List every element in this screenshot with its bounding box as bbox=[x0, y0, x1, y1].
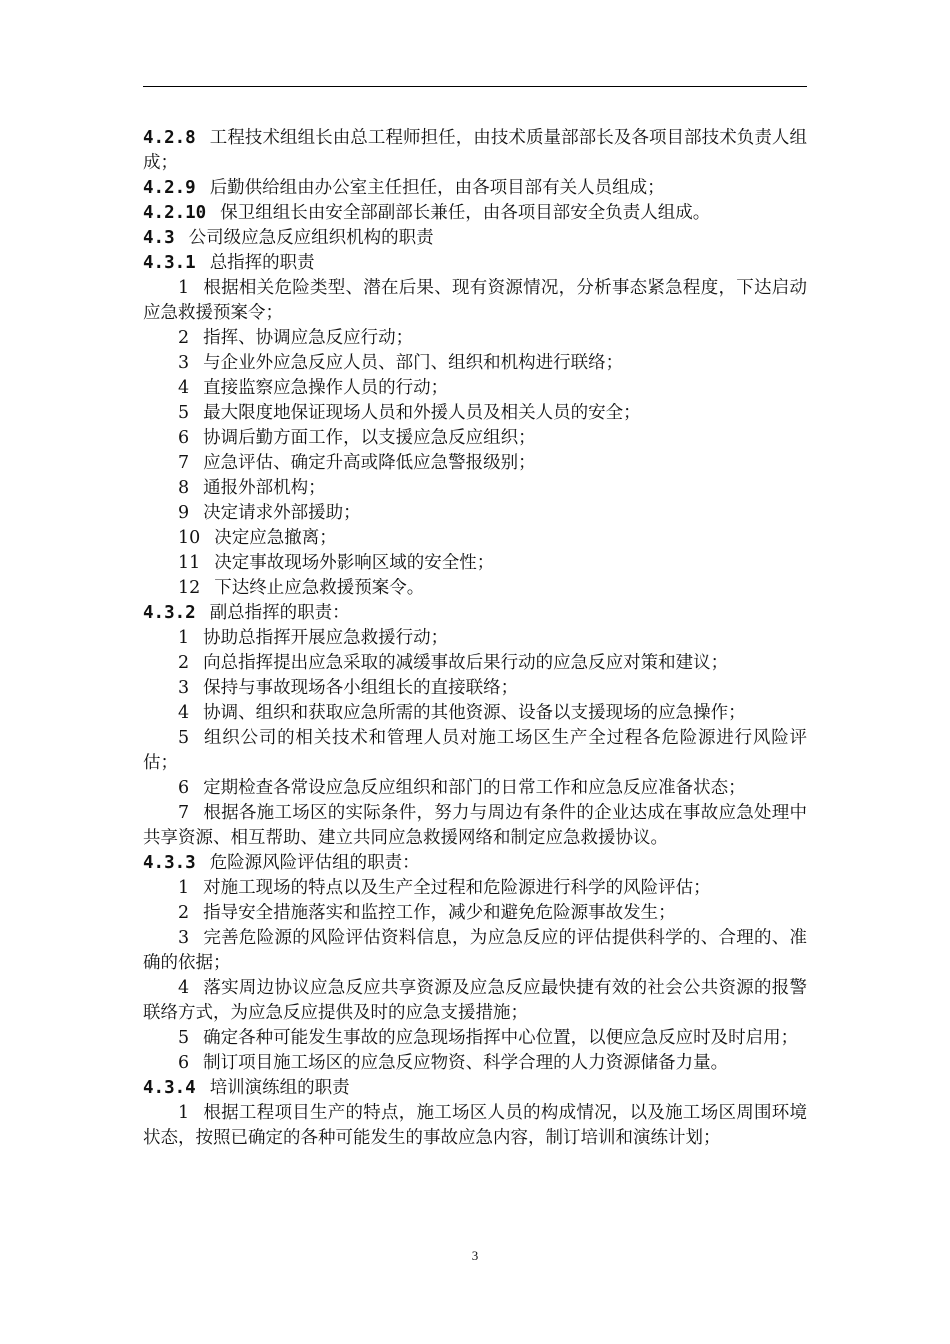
list-item bbox=[143, 776, 807, 801]
document-body bbox=[143, 126, 807, 1151]
list-item bbox=[143, 976, 807, 1026]
clause-number: 4.3.3 bbox=[143, 853, 196, 873]
item-text: 通报外部机构； bbox=[203, 478, 326, 498]
item-number: 7 bbox=[178, 453, 190, 473]
list-item bbox=[143, 1101, 807, 1151]
item-number: 4 bbox=[178, 978, 190, 998]
list-item bbox=[143, 1026, 807, 1051]
item-number: 3 bbox=[178, 353, 190, 373]
item-text: 协助总指挥开展应急救援行动； bbox=[203, 628, 449, 648]
item-text: 下达终止应急救援预案令。 bbox=[214, 578, 425, 598]
clause-text: 危险源风险评估组的职责： bbox=[209, 853, 420, 873]
clause-text: 后勤供给组由办公室主任担任，由各项目部有关人员组成； bbox=[209, 178, 665, 198]
item-number: 6 bbox=[178, 778, 190, 798]
list-item bbox=[143, 426, 807, 451]
item-number: 4 bbox=[178, 378, 190, 398]
section-4-3 bbox=[143, 226, 807, 251]
list-item bbox=[143, 401, 807, 426]
list-item bbox=[143, 1051, 807, 1076]
item-text: 最大限度地保证现场人员和外援人员及相关人员的安全； bbox=[203, 403, 641, 423]
item-number: 12 bbox=[178, 578, 201, 598]
clause-4-3-1 bbox=[143, 251, 807, 276]
clause-text: 副总指挥的职责： bbox=[209, 603, 350, 623]
item-text: 落实周边协议应急反应共享资源及应急反应最快捷有效的社会公共资源的报警联络方式，为应急反应提供及时的应急支援措施； bbox=[143, 978, 807, 1023]
item-number: 2 bbox=[178, 328, 190, 348]
clause-4-2-9 bbox=[143, 176, 807, 201]
list-item bbox=[143, 501, 807, 526]
item-text: 决定应急撤离； bbox=[214, 528, 337, 548]
item-number: 6 bbox=[178, 1053, 190, 1073]
list-item bbox=[143, 351, 807, 376]
item-text: 组织公司的相关技术和管理人员对施工场区生产全过程各危险源进行风险评估； bbox=[143, 728, 807, 773]
item-number: 1 bbox=[178, 878, 190, 898]
item-text: 指挥、协调应急反应行动； bbox=[203, 328, 414, 348]
list-item bbox=[143, 651, 807, 676]
item-number: 9 bbox=[178, 503, 190, 523]
item-number: 4 bbox=[178, 703, 190, 723]
list-item bbox=[143, 926, 807, 976]
clause-4-2-8 bbox=[143, 126, 807, 176]
list-item bbox=[143, 676, 807, 701]
item-number: 2 bbox=[178, 653, 190, 673]
item-text: 确定各种可能发生事故的应急现场指挥中心位置，以便应急反应时及时启用； bbox=[203, 1028, 799, 1048]
page-number: 3 bbox=[471, 1248, 479, 1263]
item-text: 直接监察应急操作人员的行动； bbox=[203, 378, 449, 398]
clause-text: 公司级应急反应组织机构的职责 bbox=[188, 228, 434, 248]
item-text: 完善危险源的风险评估资料信息，为应急反应的评估提供科学的、合理的、准确的依据； bbox=[143, 928, 807, 973]
item-number: 7 bbox=[178, 803, 190, 823]
item-text: 应急评估、确定升高或降低应急警报级别； bbox=[203, 453, 536, 473]
header-rule bbox=[143, 86, 807, 87]
item-number: 3 bbox=[178, 928, 190, 948]
item-number: 10 bbox=[178, 528, 201, 548]
clause-4-2-10 bbox=[143, 201, 807, 226]
list-item bbox=[143, 476, 807, 501]
item-text: 决定请求外部援助； bbox=[203, 503, 361, 523]
item-number: 1 bbox=[178, 628, 190, 648]
list-item bbox=[143, 551, 807, 576]
clause-4-3-4 bbox=[143, 1076, 807, 1101]
item-number: 1 bbox=[178, 278, 190, 298]
list-item bbox=[143, 526, 807, 551]
item-text: 决定事故现场外影响区域的安全性； bbox=[214, 553, 495, 573]
clause-text: 保卫组组长由安全部副部长兼任，由各项目部安全负责人组成。 bbox=[220, 203, 711, 223]
clause-number: 4.2.8 bbox=[143, 128, 196, 148]
item-number: 1 bbox=[178, 1103, 190, 1123]
item-text: 根据工程项目生产的特点，施工场区人员的构成情况，以及施工场区周围环境状态，按照已确定的各种可能发生的事故应急内容，制订培训和演练计划； bbox=[143, 1103, 807, 1148]
item-text: 向总指挥提出应急采取的减缓事故后果行动的应急反应对策和建议； bbox=[203, 653, 729, 673]
item-number: 5 bbox=[178, 403, 190, 423]
item-number: 2 bbox=[178, 903, 190, 923]
item-number: 3 bbox=[178, 678, 190, 698]
item-number: 5 bbox=[178, 1028, 190, 1048]
clause-text: 总指挥的职责 bbox=[209, 253, 315, 273]
clause-4-3-3 bbox=[143, 851, 807, 876]
item-text: 根据各施工场区的实际条件，努力与周边有条件的企业达成在事故应急处理中共享资源、相互帮助、建立共同应急救援网络和制定应急救援协议。 bbox=[143, 803, 807, 848]
item-text: 与企业外应急反应人员、部门、组织和机构进行联络； bbox=[203, 353, 624, 373]
list-item bbox=[143, 701, 807, 726]
list-item bbox=[143, 576, 807, 601]
clause-number: 4.2.9 bbox=[143, 178, 196, 198]
clause-number: 4.3.4 bbox=[143, 1078, 196, 1098]
item-number: 11 bbox=[178, 553, 201, 573]
item-text: 协调后勤方面工作，以支援应急反应组织； bbox=[203, 428, 536, 448]
list-item bbox=[143, 326, 807, 351]
clause-number: 4.3.1 bbox=[143, 253, 196, 273]
item-text: 协调、组织和获取应急所需的其他资源、设备以支援现场的应急操作； bbox=[203, 703, 746, 723]
item-text: 指导安全措施落实和监控工作，减少和避免危险源事故发生； bbox=[203, 903, 676, 923]
clause-text: 工程技术组组长由总工程师担任，由技术质量部部长及各项目部技术负责人组成； bbox=[143, 128, 807, 173]
clause-number: 4.3.2 bbox=[143, 603, 196, 623]
item-text: 制订项目施工场区的应急反应物资、科学合理的人力资源储备力量。 bbox=[203, 1053, 729, 1073]
list-item bbox=[143, 276, 807, 326]
list-item bbox=[143, 726, 807, 776]
item-text: 保持与事故现场各小组组长的直接联络； bbox=[203, 678, 519, 698]
list-item bbox=[143, 901, 807, 926]
clause-number: 4.2.10 bbox=[143, 203, 207, 223]
list-item bbox=[143, 876, 807, 901]
clause-text: 培训演练组的职责 bbox=[209, 1078, 350, 1098]
list-item bbox=[143, 376, 807, 401]
item-text: 定期检查各常设应急反应组织和部门的日常工作和应急反应准备状态； bbox=[203, 778, 746, 798]
list-item bbox=[143, 451, 807, 476]
item-number: 5 bbox=[178, 728, 190, 748]
item-number: 8 bbox=[178, 478, 190, 498]
list-item bbox=[143, 801, 807, 851]
clause-number: 4.3 bbox=[143, 228, 175, 248]
item-number: 6 bbox=[178, 428, 190, 448]
list-item bbox=[143, 626, 807, 651]
item-text: 对施工现场的特点以及生产全过程和危险源进行科学的风险评估； bbox=[203, 878, 711, 898]
clause-4-3-2 bbox=[143, 601, 807, 626]
item-text: 根据相关危险类型、潜在后果、现有资源情况，分析事态紧急程度，下达启动应急救援预案令； bbox=[143, 278, 807, 323]
